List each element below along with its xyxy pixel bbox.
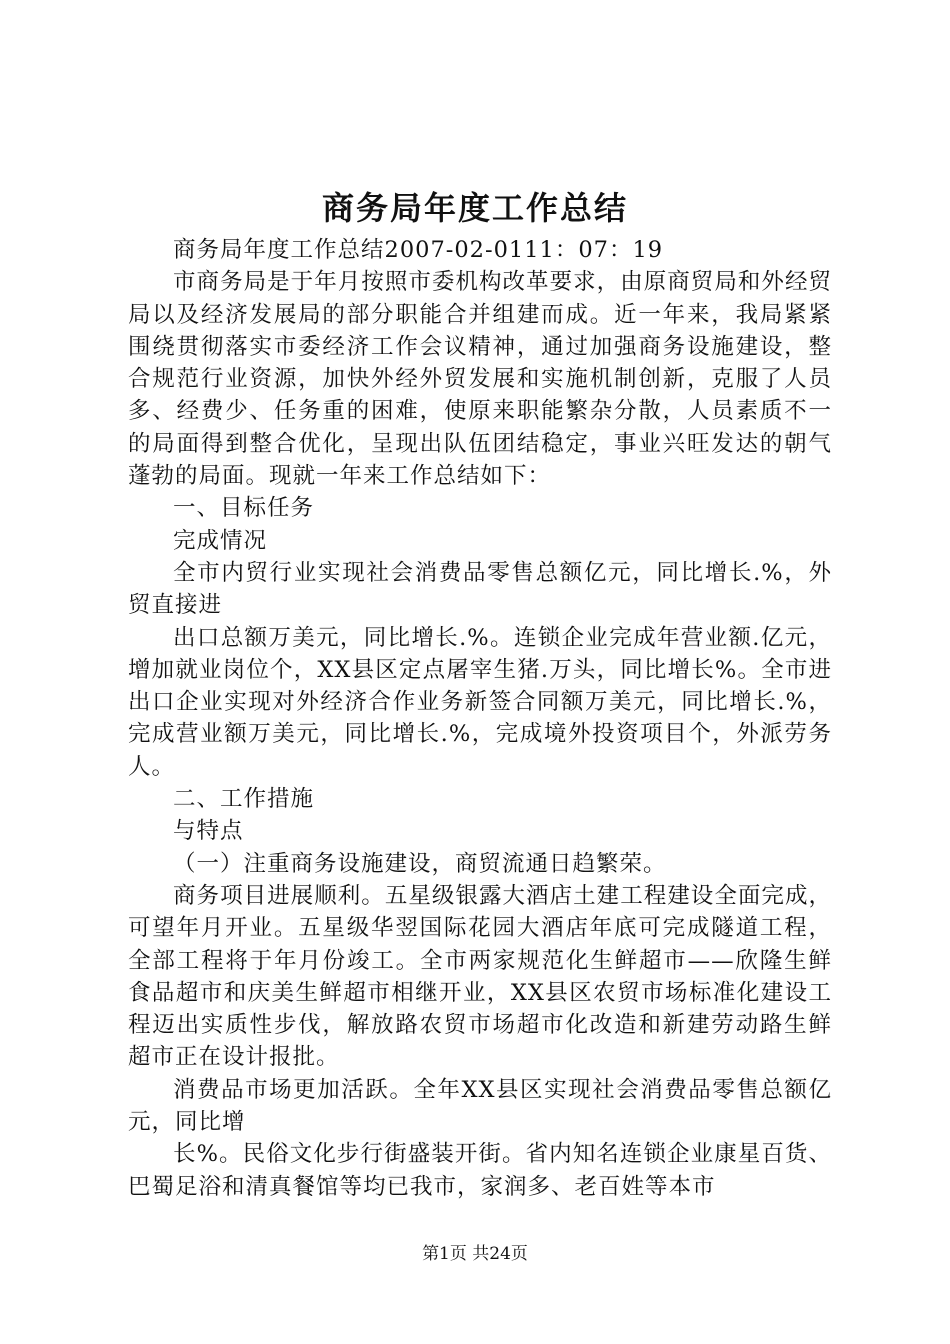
section-heading-goals-cont: 完成情况	[173, 527, 268, 554]
paragraph-export-total: 出口总额万美元，同比增长.%。连锁企业完成年营业额.亿元，增加就业岗位个，XX县区定点屠宰生猪.万头，同比增长%。全市进出口企业实现对外经济合作业务新签合同额万美元，同比增长.%，完成营业额万美元，同比增长.%，完成境外投资项目个，外派劳务人。	[128, 624, 832, 780]
paragraph-intro: 市商务局是于年月按照市委机构改革要求，由原商贸局和外经贸局以及经济发展局的部分职能合并组建而成。近一年来，我局紧紧围绕贯彻落实市委经济工作会议精神，通过加强商务设施建设，整合规范行业资源，加快外经外贸发展和实施机制创新，克服了人员多、经费少、任务重的困难，使原来职能繁杂分散，人员素质不一的局面得到整合优化，呈现出队伍团结稳定，事业兴旺发达的朝气蓬勃的局面。现就一年来工作总结如下：	[128, 269, 832, 490]
section-heading-goals: 一、目标任务	[173, 495, 315, 522]
paragraph-consumer-market-cont: 长%。民俗文化步行街盛装开街。省内知名连锁企业康星百货、巴蜀足浴和清真餐馆等均已我市，家润多、老百姓等本市	[128, 1141, 832, 1200]
section-heading-measures-cont: 与特点	[173, 818, 244, 845]
subsection-heading-1: （一）注重商务设施建设，商贸流通日趋繁荣。	[173, 850, 667, 877]
section-heading-measures: 二、工作措施	[173, 786, 315, 813]
page-footer: 第1页 共24页	[422, 1244, 528, 1264]
paragraph-trade-total: 全市内贸行业实现社会消费品零售总额亿元，同比增长.%，外贸直接进	[128, 559, 832, 619]
document-title: 商务局年度工作总结	[321, 189, 628, 227]
document-body	[128, 234, 832, 1203]
paragraph-timestamp: 商务局年度工作总结2007-02-0111：07：19	[173, 237, 664, 263]
paragraph-projects: 商务项目进展顺利。五星级银露大酒店土建工程建设全面完成，可望年月开业。五星级华翌国际花园大酒店年底可完成隧道工程，全部工程将于年月份竣工。全市两家规范化生鲜超市——欣隆生鲜食品超市和庆美生鲜超市相继开业，XX县区农贸市场标准化建设工程迈出实质性步伐，解放路农贸市场超市化改造和新建劳动路生鲜超市正在设计报批。	[128, 882, 832, 1071]
paragraph-consumer-market: 消费品市场更加活跃。全年XX县区实现社会消费品零售总额亿元，同比增	[128, 1076, 832, 1136]
